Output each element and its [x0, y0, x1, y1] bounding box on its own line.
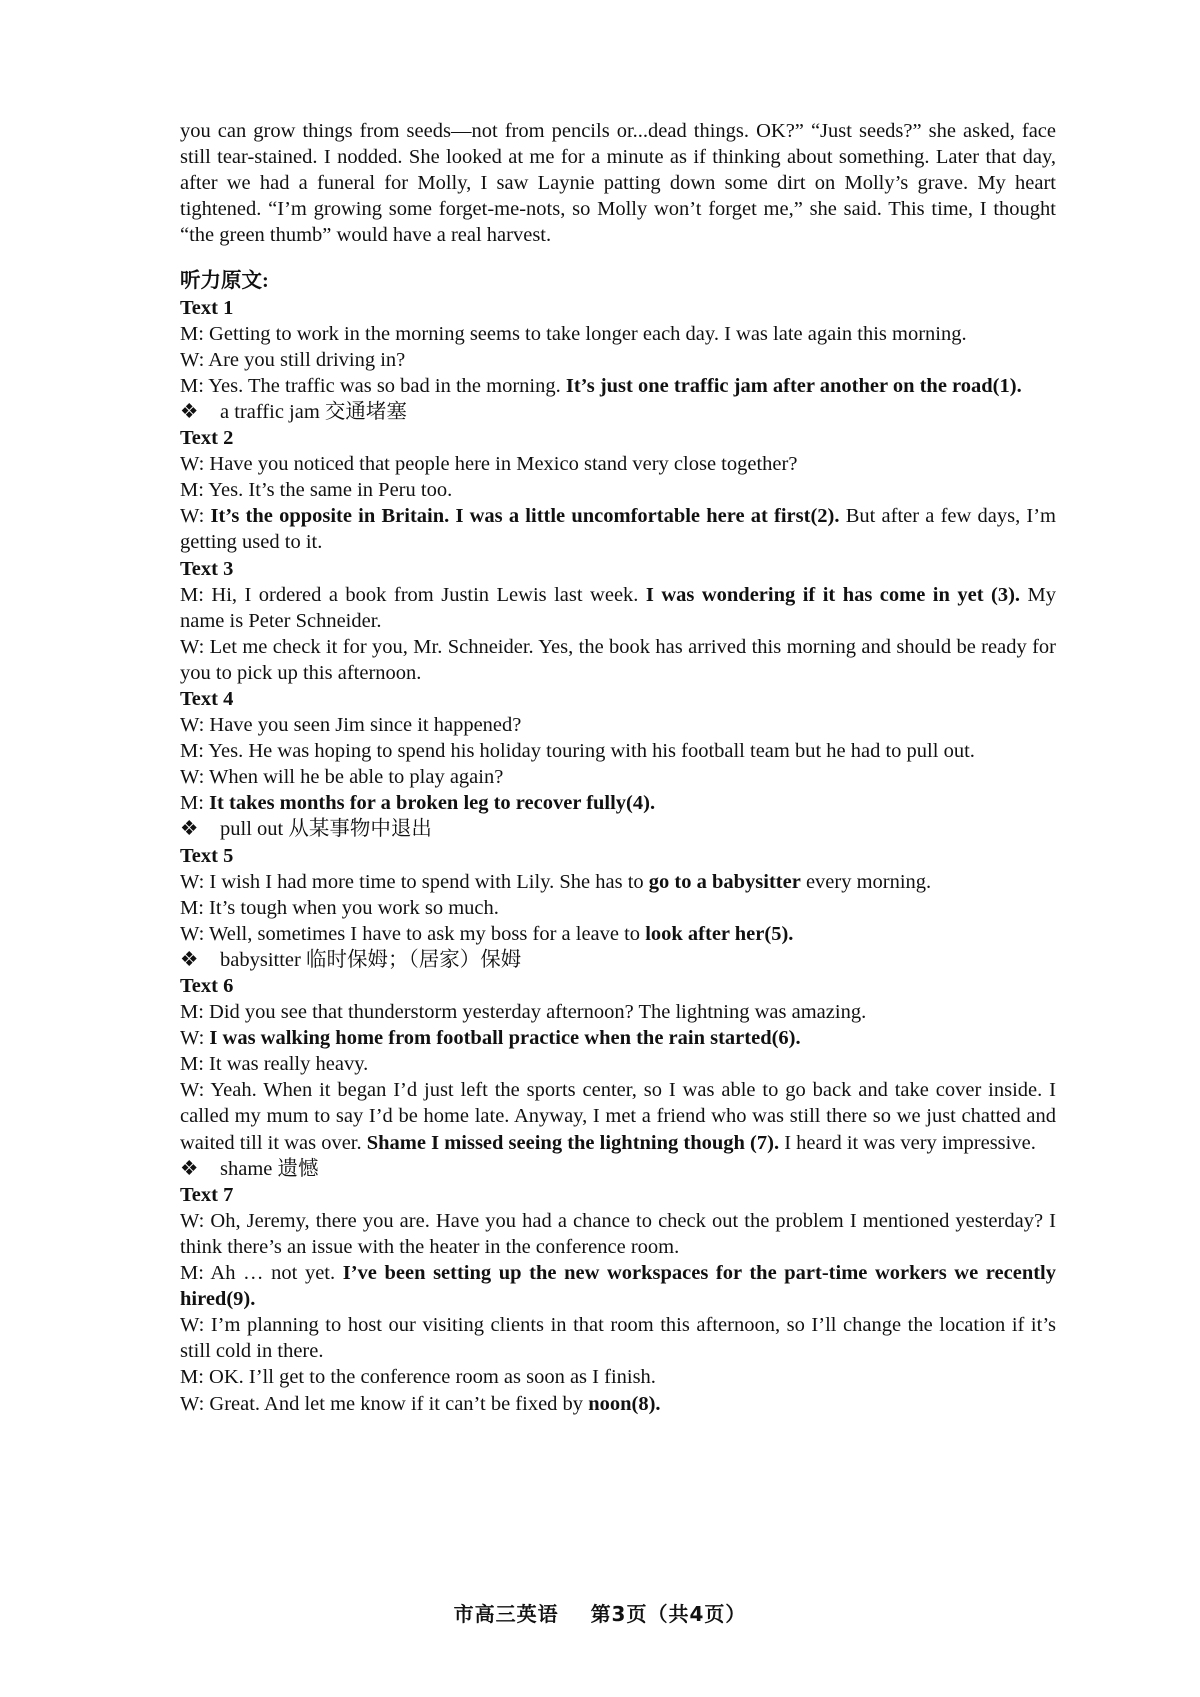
dialogue-line [180, 1391, 1056, 1417]
dialogue-text: W: Have you seen Jim since it happened? [180, 714, 522, 737]
dialogue-text: M: Yes. It’s the same in Peru too. [180, 479, 453, 502]
dialogue-line [180, 1025, 1056, 1051]
dialogue-text: W: Let me check it for you, Mr. Schneider. Yes, the book has arrived this morning and should be ready for you to pick up this afternoon. [180, 635, 1056, 684]
story-ending-paragraph: you can grow things from seeds—not from pencils or...dead things. OK?” “Just seeds?” she asked, face still tear-stained. I nodded. She looked at me for a minute as if thinking about something. Later that day, after we had a funeral for Molly, I saw Laynie patting down some dirt on Molly’s grave. My heart tightened. “I’m growing some forget-me-nots, so Molly won’t forget me,” she said. This time, I thought “the green thumb” would have a real harvest. [180, 120, 1056, 247]
dialogue-line [180, 1260, 1056, 1312]
vocab-note-text: pull out 从某事物中退出 [220, 818, 432, 841]
dialogue-line [180, 1312, 1056, 1364]
dialogue-text: M: It’s tough when you work so much. [180, 896, 499, 919]
dialogue-text: W: When will he be able to play again? [180, 766, 504, 789]
dialogue-text: M: OK. I’ll get to the conference room as soon as I finish. [180, 1366, 656, 1389]
page-footer [0, 1598, 1200, 1627]
section-title: 听力原文: [180, 270, 269, 293]
dialogue-text: M: Getting to work in the morning seems to take longer each day. I was late again this morning. [180, 322, 967, 345]
dialogue-text: W: [180, 1027, 210, 1050]
vocab-note [180, 947, 1056, 973]
transcript-heading: Text 4 [180, 687, 234, 710]
transcript-heading: Text 3 [180, 557, 234, 580]
dialogue-text: M: Yes. He was hoping to spend his holiday touring with his football team but he had to pull out. [180, 740, 975, 763]
dialogue-text: M: It was really heavy. [180, 1053, 369, 1076]
dialogue-text: W: I wish I had more time to spend with Lily. She has to [180, 870, 649, 893]
answer-highlight: noon(8). [588, 1392, 661, 1415]
diamond-bullet-icon: ❖ [180, 948, 199, 971]
answer-highlight: It’s the opposite in Britain. I was a little uncomfortable here at first(2). [210, 505, 840, 528]
dialogue-text: W: I’m planning to host our visiting clients in that room this afternoon, so I’ll change the location if it’s still cold in there. [180, 1314, 1056, 1363]
transcript-section [180, 425, 1056, 555]
dialogue-text: W: Great. And let me know if it can’t be fixed by [180, 1392, 589, 1415]
dialogue-text-after: every morning. [800, 870, 932, 893]
vocab-note-text: shame 遗憾 [220, 1157, 319, 1180]
dialogue-text: M: Ah … not yet. [180, 1262, 343, 1285]
dialogue-line [180, 1208, 1056, 1260]
dialogue-line [180, 1364, 1056, 1390]
dialogue-text: W: [180, 505, 211, 528]
answer-highlight: It’s just one traffic jam after another on the road(1). [565, 374, 1022, 397]
vocab-note [180, 399, 1056, 425]
answer-highlight: I was wondering if it has come in yet (3). [645, 583, 1021, 606]
dialogue-line [180, 764, 1056, 790]
transcript-section [180, 295, 1056, 425]
dialogue-line [180, 869, 1056, 895]
transcript-section [180, 556, 1056, 686]
answer-highlight: I’ve been setting up the new workspaces for the part-time workers we recently hired(9). [180, 1262, 1056, 1311]
dialogue-text: W: Oh, Jeremy, there you are. Have you had a chance to check out the problem I mentioned yesterday? I think there’s an issue with the heater in the conference room. [180, 1209, 1056, 1258]
dialogue-line [180, 451, 1056, 477]
transcript-section [180, 973, 1056, 1182]
dialogue-text: W: Yeah. When it began I’d just left the sports center, so I was able to go back and take cover inside. I called my mum to say I’d be home late. Anyway, I met a friend who was still there so we just chatted and waited till it was over. [180, 1079, 1056, 1154]
dialogue-line [180, 347, 1056, 373]
listening-transcripts [180, 295, 1056, 1417]
dialogue-text: W: Have you noticed that people here in Mexico stand very close together? [180, 453, 798, 476]
vocab-note-text: a traffic jam 交通堵塞 [220, 400, 407, 423]
dialogue-text-after: My name is Peter Schneider. [180, 583, 1056, 632]
dialogue-text-after: But after a few days, I’m getting used to it. [180, 505, 1057, 554]
vocab-note [180, 816, 1056, 842]
dialogue-text-after: I heard it was very impressive. [779, 1131, 1036, 1154]
dialogue-line [180, 477, 1056, 503]
dialogue-line [180, 634, 1056, 686]
dialogue-text: W: Are you still driving in? [180, 348, 406, 371]
dialogue-line [180, 712, 1056, 738]
dialogue-line [180, 921, 1056, 947]
dialogue-line [180, 790, 1056, 816]
transcript-section [180, 686, 1056, 843]
transcript-section [180, 843, 1056, 973]
transcript-heading: Text 6 [180, 975, 234, 997]
answer-highlight: I was walking home from football practice when the rain started(6). [209, 1027, 801, 1050]
dialogue-line [180, 999, 1056, 1025]
dialogue-line [180, 503, 1056, 555]
dialogue-text: W: Well, sometimes I have to ask my boss for a leave to [180, 922, 646, 945]
transcript-heading: Text 7 [180, 1183, 234, 1206]
dialogue-text: M: Did you see that thunderstorm yesterday afternoon? The lightning was amazing. [180, 1001, 867, 1024]
dialogue-text: M: Yes. The traffic was so bad in the morning. [180, 374, 566, 397]
vocab-note-text: babysitter 临时保姆；（居家）保姆 [220, 948, 522, 971]
transcript-section [180, 1182, 1056, 1417]
answer-highlight: go to a babysitter [648, 870, 801, 893]
answer-highlight: It takes months for a broken leg to recover fully(4). [209, 792, 656, 815]
dialogue-line [180, 1077, 1056, 1155]
page-content [180, 118, 1056, 1417]
transcript-heading: Text 5 [180, 844, 234, 867]
dialogue-line [180, 321, 1056, 347]
dialogue-line [180, 373, 1056, 399]
dialogue-line [180, 738, 1056, 764]
vocab-note [180, 1156, 1056, 1182]
dialogue-line [180, 582, 1056, 634]
footer-page-number: 第3页（共4页） [590, 1602, 747, 1626]
dialogue-line [180, 1051, 1056, 1077]
footer-subject: 市高三英语 [453, 1602, 559, 1626]
dialogue-line [180, 895, 1056, 921]
transcript-heading: Text 1 [180, 296, 234, 319]
dialogue-text: M: [180, 792, 210, 815]
dialogue-text: M: Hi, I ordered a book from Justin Lewis last week. [180, 583, 646, 606]
diamond-bullet-icon: ❖ [180, 400, 199, 423]
answer-highlight: Shame I missed seeing the lightning though (7). [366, 1131, 780, 1154]
diamond-bullet-icon: ❖ [180, 1157, 199, 1180]
transcript-heading: Text 2 [180, 427, 234, 450]
answer-highlight: look after her(5). [645, 922, 794, 945]
diamond-bullet-icon: ❖ [180, 818, 199, 841]
